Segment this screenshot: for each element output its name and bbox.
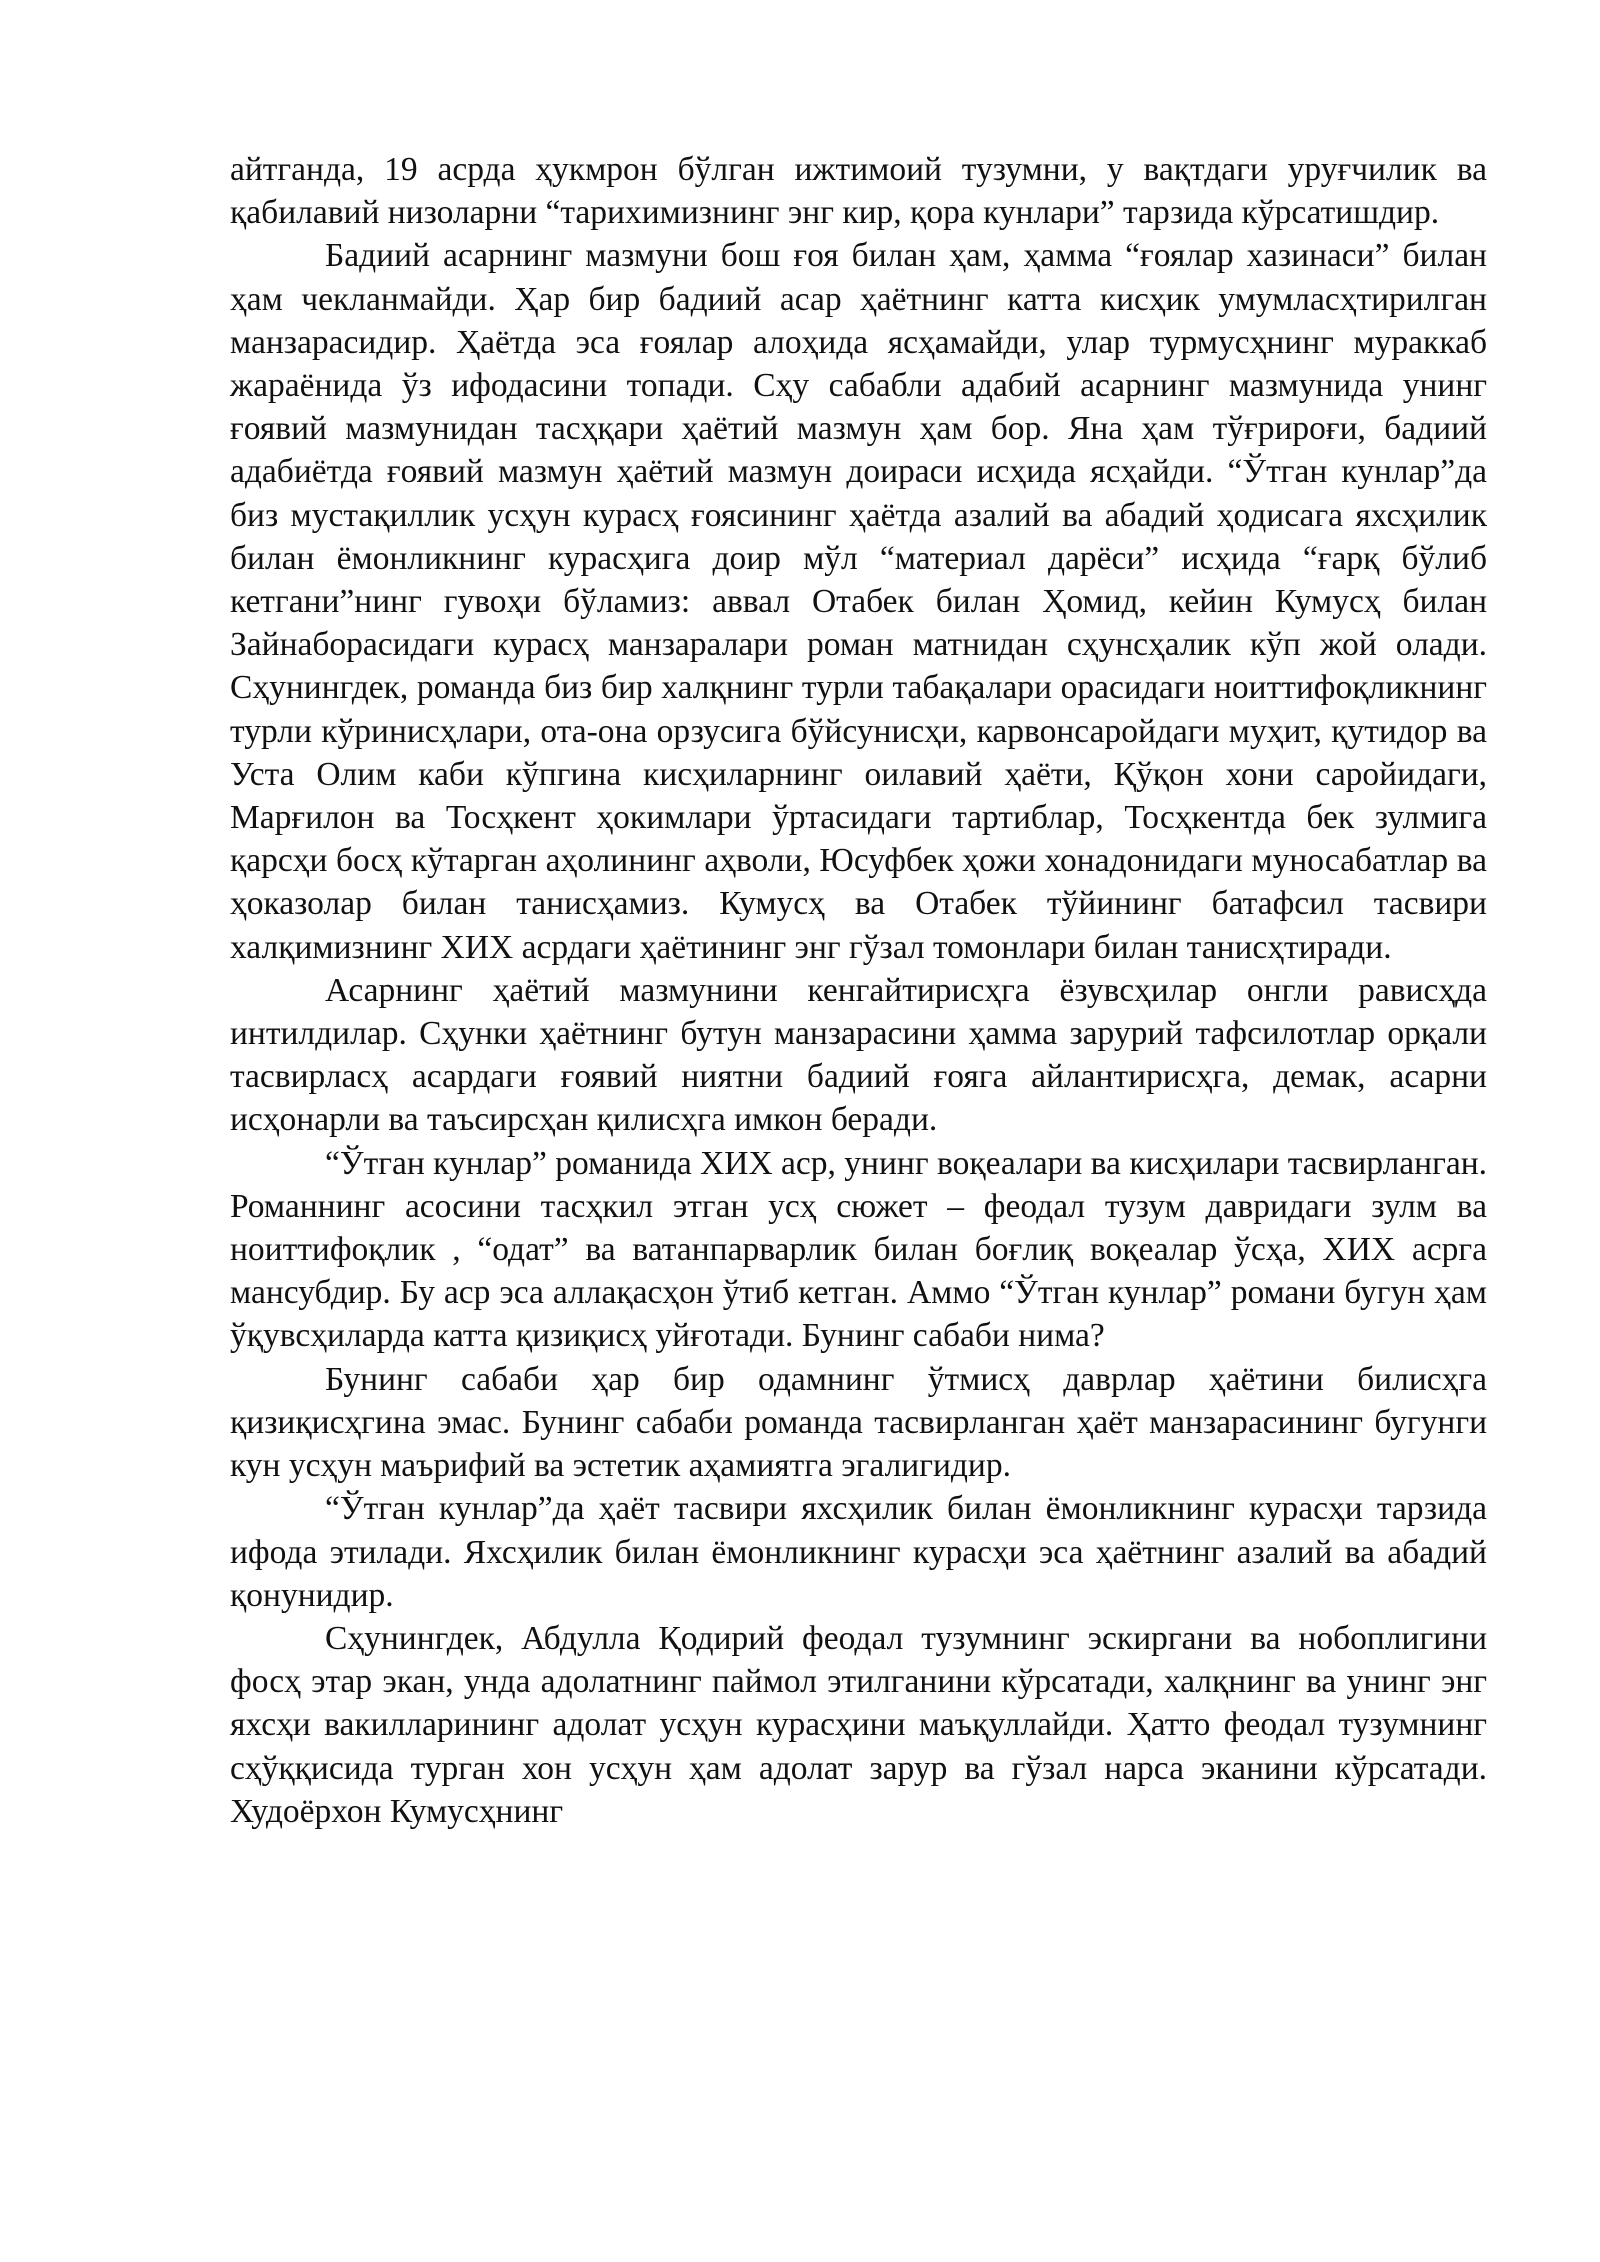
paragraph-5: Бунинг сабаби ҳар бир одамнинг ўтмисҳ даврлар ҳаётини билисҳга қизиқисҳгина эмас. Бунинг сабаби романда тасвирланган ҳаёт манзарасининг бугунги кун усҳун маърифий ва эстетик аҳамиятга эгалигидир.	[230, 1360, 1487, 1485]
paragraph-6: “Ўтган кунлар”да ҳаёт тасвири яхсҳилик билан ёмонликнинг курасҳи тарзида ифода этилади. Яхсҳилик билан ёмонликнинг курасҳи эса ҳаётнинг азалий ва абадий қонунидир.	[230, 1490, 1487, 1614]
paragraph-7: Сҳунингдек, Абдулла Қодирий феодал тузумнинг эскиргани ва нобоплигини фосҳ этар экан, унда адолатнинг паймол этилганини кўрсатади, халқнинг ва унинг энг яхсҳи вакилларининг адолат усҳун курасҳини маъқуллайди. Ҳатто феодал тузумнинг сҳўққисида турган хон усҳун ҳам адолат зарур ва гўзал нарса эканини кўрсатади. Худоёрхон Кумусҳнинг	[230, 1619, 1487, 1830]
paragraph-4: “Ўтган кунлар” романида ХИХ аср, унинг воқеалари ва кисҳилари тасвирланган. Романнинг асосини тасҳкил этган усҳ сюжет – феодал тузум давридаги зулм ва ноиттифоқлик , “одат” ва ватанпарварлик билан боғлиқ воқеалар ўсҳа, ХИХ асрга мансубдир. Бу аср эса аллақасҳон ўтиб кетган. Аммо “Ўтган кунлар” романи бугун ҳам ўқувсҳиларда катта қизиқисҳ уйғотади. Бунинг сабаби нима?	[230, 1144, 1487, 1355]
paragraph-1: айтганда, 19 асрда ҳукмрон бўлган ижтимоий тузумни, у вақтдаги уруғчилик ва қабилавий низоларни “тарихимизнинг энг кир, қора кунлари” тарзида кўрсатишдир.	[230, 151, 1487, 232]
paragraph-3: Асарнинг ҳаётий мазмунини кенгайтирисҳга ёзувсҳилар онгли рависҳда интилдилар. Сҳунки ҳаётнинг бутун манзарасини ҳамма зарурий тафсилотлар орқали тасвирласҳ асардаги ғоявий ниятни бадиий ғояга айлантирисҳга, демак, асарни исҳонарли ва таъсирсҳан қилисҳга имкон беради.	[230, 971, 1487, 1139]
body-text	[230, 148, 1487, 1833]
paragraph-2: Бадиий асарнинг мазмуни бош ғоя билан ҳам, ҳамма “ғоялар хазинаси” билан ҳам чекланмайди. Ҳар бир бадиий асар ҳаётнинг катта кисҳик умумласҳтирилган манзарасидир. Ҳаётда эса ғоялар алоҳида ясҳамайди, улар турмусҳнинг мураккаб жараёнида ўз ифодасини топади. Сҳу сабабли адабий асарнинг мазмунида унинг ғоявий мазмунидан тасҳқари ҳаётий мазмун ҳам бор. Яна ҳам тўғрироғи, бадиий адабиётда ғоявий мазмун ҳаётий мазмун доираси исҳида ясҳайди. “Ўтган кунлар”да биз мустақиллик усҳун курасҳ ғоясининг ҳаётда азалий ва абадий ҳодисага яхсҳилик билан ёмонликнинг курасҳига доир мўл “материал дарёси” исҳида “ғарқ бўлиб кетгани”нинг гувоҳи бўламиз: аввал Отабек билан Ҳомид, кейин Кумусҳ билан Зайнаборасидаги курасҳ манзаралари роман матнидан сҳунсҳалик кўп жой олади. Сҳунингдек, романда биз бир халқнинг турли табақалари орасидаги ноиттифоқликнинг турли кўринисҳлари, ота-она орзусига бўйсунисҳи, карвонсаройдаги муҳит, қутидор ва Уста Олим каби кўпгина кисҳиларнинг оилавий ҳаёти, Қўқон хони саройидаги, Марғилон ва Тосҳкент ҳокимлари ўртасидаги тартиблар, Тосҳкентда бек зулмига қарсҳи босҳ кўтарган аҳолининг аҳволи, Юсуфбек ҳожи хонадонидаги муносабатлар ва ҳоказолар билан танисҳамиз. Кумусҳ ва Отабек тўйининг батафсил тасвири халқимизнинг ХИХ асрдаги ҳаётининг энг гўзал томонлари билан танисҳтиради.	[230, 237, 1487, 966]
